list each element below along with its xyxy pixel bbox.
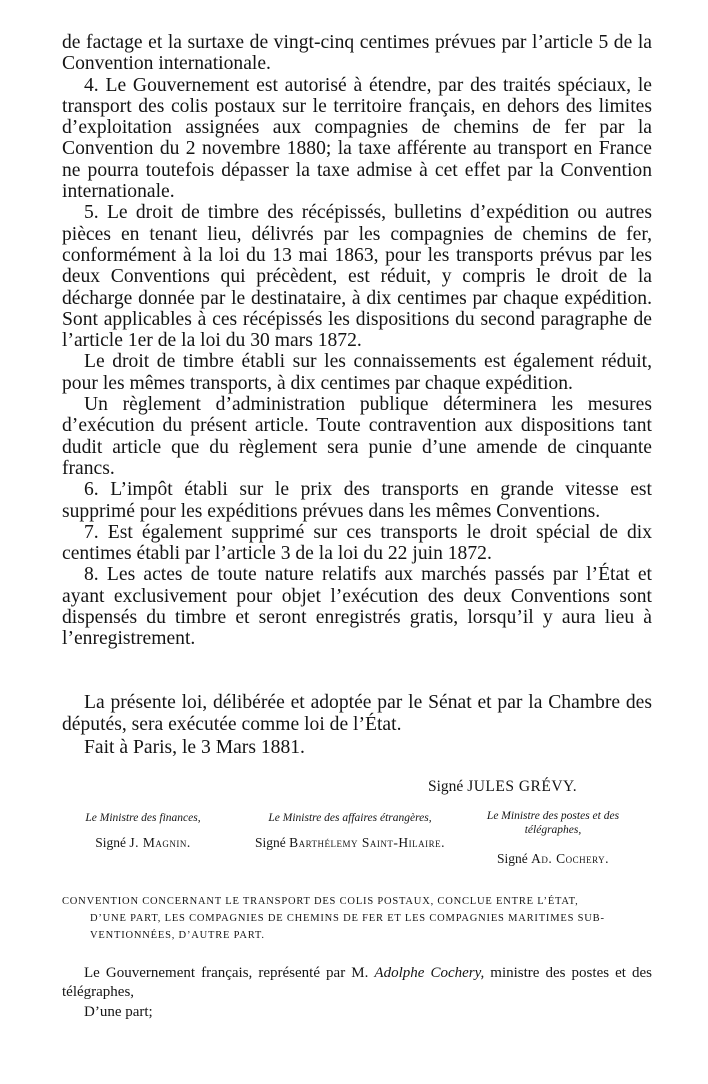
convention-heading — [62, 893, 652, 944]
article-5: 5. Le droit de timbre des récépissés, bulletins d’expédition ou autres pièces en tenant lieu, délivrés par les compagnies de chemins de fer, conformément à la loi du 13 mai 1863, pour les transports prévus par les deux Conventions qui précèdent, est réduit, y compris le droit de la décharge donnée par le destinataire, à dix centimes par chaque expédition. Sont applicables à ces récépissés les dispositions du second paragraphe de l’article 1er de la loi du 30 mars 1872. — [62, 202, 652, 352]
signature-name: Ad. Cochery. — [531, 851, 610, 866]
article-6: 6. L’impôt établi sur le prix des transports en grande vitesse est supprimé pour les expéditions prévues dans les mêmes Conventions. — [62, 479, 652, 522]
president-signe: Signé — [428, 778, 464, 795]
minister-signature — [478, 851, 628, 867]
signature-prefix: Signé — [254, 835, 286, 850]
minister-affaires-etrangeres — [220, 811, 480, 851]
article-7: 7. Est également supprimé sur ces transports le droit spécial de dix centimes établi par l’article 3 de la loi du 22 juin 1872. — [62, 521, 652, 565]
president-signature — [428, 778, 577, 796]
promulgation-text: La présente loi, délibérée et adoptée par le Sénat et par la Chambre des députés, sera exécutée comme loi de l’État. — [62, 692, 652, 735]
minister-title: Le Ministre des postes et des télégraphes, — [486, 810, 620, 836]
minister-finances — [58, 811, 228, 851]
intro-text: Le Gouvernement français, représenté par M. — [84, 965, 369, 981]
intro-text: ministre des postes et des télégraphes, — [62, 965, 653, 1000]
convention-heading-line: VENTIONNÉES, D’AUTRE PART. — [90, 930, 265, 941]
minister-title: Le Ministre des affaires étrangères, — [268, 812, 432, 824]
minister-postes — [478, 809, 628, 867]
paragraph-continuation: de factage et la surtaxe de vingt-cinq centimes prévues par l’article 5 de la Convention internationale. — [62, 32, 652, 75]
minister-title: Le Ministre des finances, — [85, 812, 201, 824]
article-8: 8. Les actes de toute nature relatifs aux marchés passés par l’État et ayant exclusivement pour objet l’exécution des deux Conventions sont dispensés du timbre et seront enregistrés gratis, lorsqu’il y aura lieu à l’enregistrement. — [62, 564, 652, 650]
date-line: Fait à Paris, le 3 Mars 1881. — [84, 737, 305, 758]
minister-signature — [58, 835, 228, 851]
convention-heading-line: D’UNE PART, LES COMPAGNIES DE CHEMINS DE FER ET LES COMPAGNIES MARITIMES SUB- — [90, 913, 605, 924]
convention-heading-line: CONVENTION CONCERNANT LE TRANSPORT DES COLIS POSTAUX, CONCLUE ENTRE L’ÉTAT, — [62, 896, 579, 907]
article-5-reglement: Un règlement d’administration publique déterminera les mesures d’exécution du présent article. Toute contravention aux dispositions tant dudit article que du règlement sera punie d’une amende de cinquante francs. — [62, 394, 652, 479]
article-5-timbre-connaissements: Le droit de timbre établi sur les connaissements est également réduit, pour les mêmes transports, à dix centimes par chaque expédition. — [62, 351, 652, 394]
convention-text — [62, 964, 652, 1022]
party-designation: D’une part; — [84, 1004, 153, 1020]
signature-prefix: Signé — [95, 835, 126, 850]
signature-name: J. Magnin. — [129, 835, 191, 850]
president-name: JULES GRÉVY. — [467, 778, 578, 795]
minister-signature — [220, 835, 480, 851]
promulgation-clause — [62, 692, 652, 736]
convention-intro — [62, 964, 652, 1001]
signature-prefix: Signé — [496, 851, 528, 866]
signature-name: Barthélemy Saint-Hilaire. — [289, 835, 446, 850]
representative-name: Adolphe Cochery, — [374, 965, 485, 981]
article-4: 4. Le Gouvernement est autorisé à étendre, par des traités spéciaux, le transport des colis postaux sur le territoire français, en dehors des limites d’exploitation assignées aux compagnies de chemins de fer par la Convention du 2 novembre 1880; la taxe afférente au transport en France ne pourra toutefois dépasser la taxe admise à cet effet par la Convention internationale. — [62, 74, 652, 203]
law-articles — [62, 32, 652, 650]
